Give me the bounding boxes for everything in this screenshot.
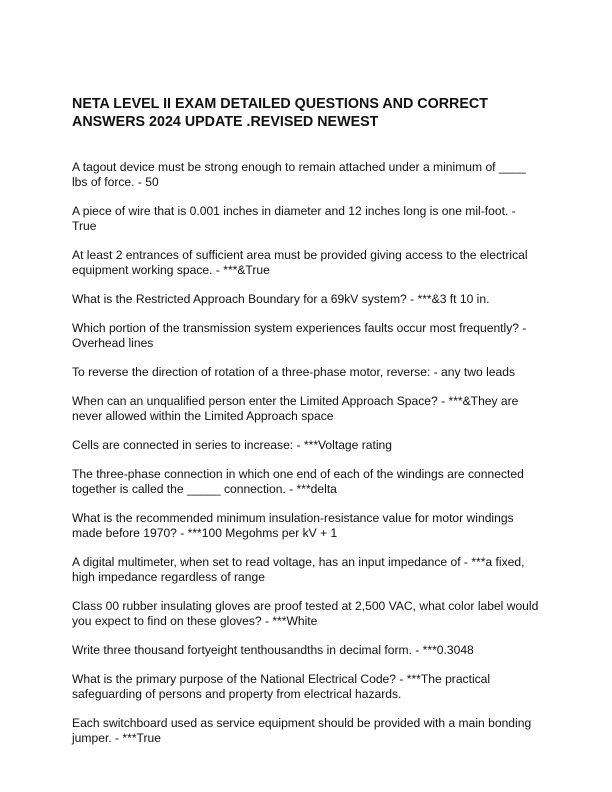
qa-item: When can an unqualified person enter the Limited Approach Space? - ***&They are never allowed within the Limited Approach space <box>72 394 519 423</box>
qa-item: The three-phase connection in which one end of each of the windings are connected together is called the _____ connection. - ***delta <box>72 467 524 496</box>
qa-item: Cells are connected in series to increase: - ***Voltage rating <box>72 438 392 452</box>
qa-item: What is the Restricted Approach Boundary for a 69kV system? - ***&3 ft 10 in. <box>72 292 490 306</box>
qa-item: A piece of wire that is 0.001 inches in diameter and 12 inches long is one mil-foot. - True <box>72 204 516 233</box>
question-answer-list <box>72 160 542 760</box>
document-title: NETA LEVEL II EXAM DETAILED QUESTIONS AND CORRECT ANSWERS 2024 UPDATE .REVISED NEWEST <box>72 96 488 130</box>
qa-item: What is the recommended minimum insulation-resistance value for motor windings made before 1970? - ***100 Megohms per kV + 1 <box>72 511 514 540</box>
qa-item: Class 00 rubber insulating gloves are proof tested at 2,500 VAC, what color label would you expect to find on these gloves? - ***White <box>72 599 539 628</box>
qa-item: Which portion of the transmission system experiences faults occur most frequently? - Overhead lines <box>72 321 527 350</box>
qa-item: Each switchboard used as service equipment should be provided with a main bonding jumper. - ***True <box>72 716 532 745</box>
qa-item: A tagout device must be strong enough to remain attached under a minimum of ____ lbs of force. - 50 <box>72 160 526 189</box>
qa-item: A digital multimeter, when set to read voltage, has an input impedance of - ***a fixed, high impedance regardless of range <box>72 555 525 584</box>
qa-item: What is the primary purpose of the National Electrical Code? - ***The practical safeguarding of persons and property from electrical hazards. <box>72 672 491 701</box>
qa-item: At least 2 entrances of sufficient area must be provided giving access to the electrical equipment working space. - ***&True <box>72 248 528 277</box>
qa-item: Write three thousand fortyeight tenthousandths in decimal form. - ***0.3048 <box>72 643 474 657</box>
qa-item: To reverse the direction of rotation of a three-phase motor, reverse: - any two leads <box>72 365 515 379</box>
